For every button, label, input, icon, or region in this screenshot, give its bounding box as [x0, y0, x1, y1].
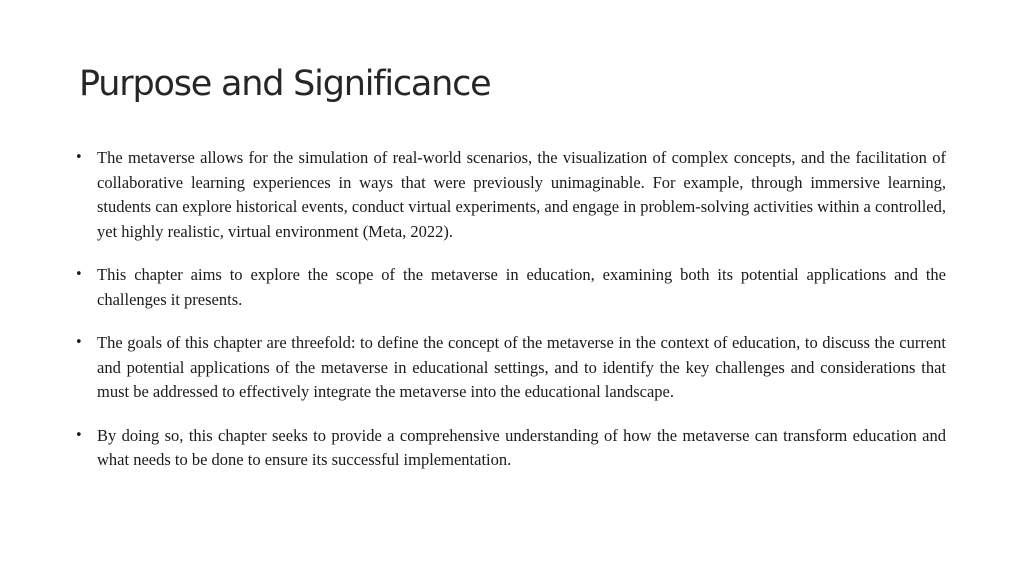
slide-title: Purpose and Significance	[79, 64, 491, 104]
bullet-list	[72, 146, 946, 492]
bullet-icon: •	[75, 267, 83, 282]
bullet-icon: •	[75, 150, 83, 165]
bullet-text: This chapter aims to explore the scope of the metaverse in education, examining both its potential applications and the challenges it presents.	[97, 265, 946, 309]
bullet-icon: •	[75, 335, 83, 350]
bullet-text: The metaverse allows for the simulation of real-world scenarios, the visualization of complex concepts, and the facilitation of collaborative learning experiences in ways that were previously unimaginable. For example, through immersive learning, students can explore historical events, conduct virtual experiments, and engage in problem-solving activities within a controlled, yet highly realistic, virtual environment (Meta, 2022).	[97, 148, 946, 241]
bullet-text: By doing so, this chapter seeks to provide a comprehensive understanding of how the metaverse can transform education and what needs to be done to ensure its successful implementation.	[97, 425, 946, 469]
bullet-icon: •	[75, 427, 83, 443]
bullet-text: The goals of this chapter are threefold: to define the concept of the metaverse in the context of education, to discuss the current and potential applications of the metaverse in educational settings, and to identify the key challenges and considerations that must be addressed to effectively integrate the metaverse into the educational landscape.	[97, 333, 946, 401]
bullet-item	[72, 263, 946, 312]
bullet-item	[72, 424, 946, 473]
bullet-item	[72, 331, 946, 405]
bullet-item	[72, 146, 946, 244]
